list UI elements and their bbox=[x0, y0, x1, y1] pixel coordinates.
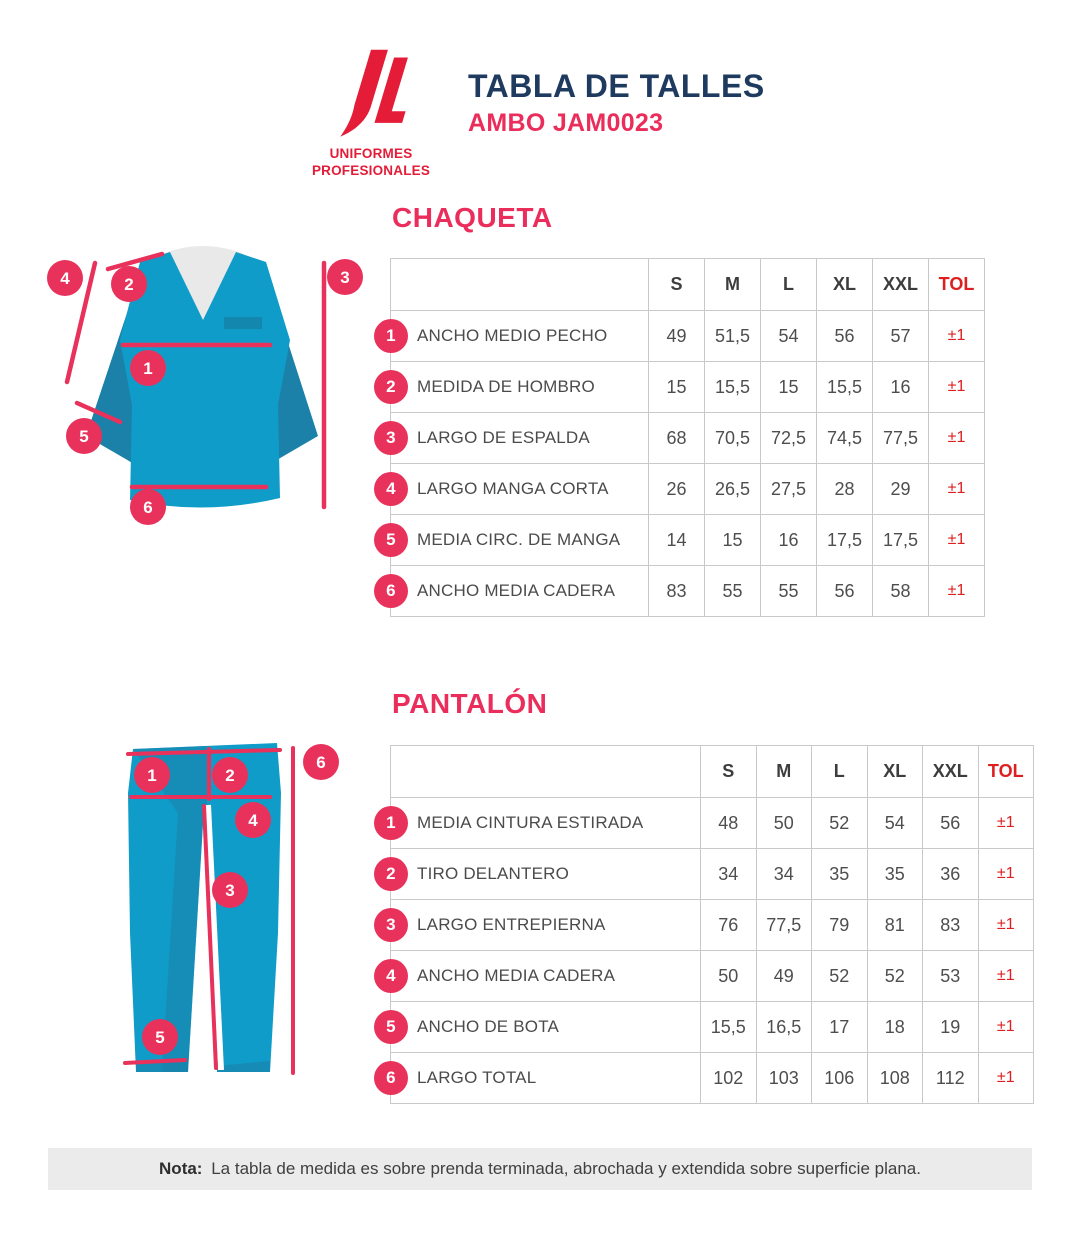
size-value: 50 bbox=[756, 798, 812, 849]
tolerance-value: ±1 bbox=[978, 900, 1034, 951]
measure-label: LARGO ENTREPIERNA bbox=[417, 915, 606, 934]
size-value: 103 bbox=[756, 1053, 812, 1104]
tolerance-value: ±1 bbox=[978, 1053, 1034, 1104]
empty-corner-cell bbox=[391, 746, 701, 798]
size-value: 83 bbox=[649, 566, 705, 617]
measure-number-badge: 5 bbox=[374, 523, 408, 557]
empty-corner-cell bbox=[391, 259, 649, 311]
size-value: 16 bbox=[761, 515, 817, 566]
size-value: 16,5 bbox=[756, 1002, 812, 1053]
size-value: 70,5 bbox=[705, 413, 761, 464]
tolerance-value: ±1 bbox=[978, 798, 1034, 849]
size-value: 17,5 bbox=[873, 515, 929, 566]
size-value: 56 bbox=[923, 798, 979, 849]
table-header-row bbox=[391, 259, 985, 311]
title-block bbox=[468, 68, 765, 138]
measure-number-badge: 2 bbox=[374, 370, 408, 404]
size-value: 56 bbox=[817, 311, 873, 362]
size-value: 14 bbox=[649, 515, 705, 566]
table-row bbox=[391, 1053, 1034, 1104]
size-value: 58 bbox=[873, 566, 929, 617]
table-row bbox=[391, 362, 985, 413]
jacket-badge-3: 3 bbox=[340, 268, 350, 287]
table-row bbox=[391, 1002, 1034, 1053]
size-value: 68 bbox=[649, 413, 705, 464]
size-value: 81 bbox=[867, 900, 923, 951]
measure-number-badge: 2 bbox=[374, 857, 408, 891]
pants-badge-2: 2 bbox=[225, 766, 235, 785]
measure-number-badge: 1 bbox=[374, 319, 408, 353]
pants-illustration bbox=[100, 733, 340, 1085]
size-value: 15,5 bbox=[705, 362, 761, 413]
measure-number-badge: 4 bbox=[374, 472, 408, 506]
size-col-header: L bbox=[761, 259, 817, 311]
size-value: 76 bbox=[701, 900, 757, 951]
jacket-illustration bbox=[38, 240, 368, 532]
size-value: 17,5 bbox=[817, 515, 873, 566]
jacket-badge-2: 2 bbox=[124, 275, 134, 294]
size-value: 26,5 bbox=[705, 464, 761, 515]
measure-label: ANCHO MEDIA CADERA bbox=[417, 966, 616, 985]
tolerance-value: ±1 bbox=[929, 464, 985, 515]
table-row bbox=[391, 311, 985, 362]
measure-number-badge: 1 bbox=[374, 806, 408, 840]
table-row bbox=[391, 413, 985, 464]
measure-label: TIRO DELANTERO bbox=[417, 864, 570, 883]
tolerance-col-header: TOL bbox=[929, 259, 985, 311]
size-value: 15,5 bbox=[817, 362, 873, 413]
pants-badge-4: 4 bbox=[248, 811, 258, 830]
note-bar bbox=[48, 1148, 1032, 1190]
size-value: 19 bbox=[923, 1002, 979, 1053]
size-col-header: M bbox=[756, 746, 812, 798]
size-value: 72,5 bbox=[761, 413, 817, 464]
size-value: 15 bbox=[761, 362, 817, 413]
table-row bbox=[391, 464, 985, 515]
measure-label: LARGO TOTAL bbox=[417, 1068, 537, 1087]
tolerance-value: ±1 bbox=[929, 362, 985, 413]
pants-badge-3: 3 bbox=[225, 881, 235, 900]
size-col-header: M bbox=[705, 259, 761, 311]
size-value: 34 bbox=[701, 849, 757, 900]
size-col-header: XL bbox=[817, 259, 873, 311]
table-row bbox=[391, 515, 985, 566]
tolerance-value: ±1 bbox=[978, 849, 1034, 900]
measure-label: MEDIA CIRC. DE MANGA bbox=[417, 530, 621, 549]
size-col-header: S bbox=[649, 259, 705, 311]
pants-badge-1: 1 bbox=[147, 766, 157, 785]
table-row bbox=[391, 798, 1034, 849]
measure-number-badge: 5 bbox=[374, 1010, 408, 1044]
size-value: 52 bbox=[867, 951, 923, 1002]
measure-number-badge: 4 bbox=[374, 959, 408, 993]
size-value: 74,5 bbox=[817, 413, 873, 464]
size-value: 108 bbox=[867, 1053, 923, 1104]
size-value: 15 bbox=[649, 362, 705, 413]
size-value: 15,5 bbox=[701, 1002, 757, 1053]
pantalon-table bbox=[386, 745, 1034, 1104]
tolerance-value: ±1 bbox=[929, 566, 985, 617]
measure-label: MEDIA CINTURA ESTIRADA bbox=[417, 813, 644, 832]
product-code: AMBO JAM0023 bbox=[468, 109, 664, 137]
measure-number-badge: 3 bbox=[374, 421, 408, 455]
size-value: 36 bbox=[923, 849, 979, 900]
logo-text-line2: PROFESIONALES bbox=[311, 162, 431, 178]
size-value: 52 bbox=[812, 951, 868, 1002]
size-col-header: XXL bbox=[923, 746, 979, 798]
measure-number-badge: 3 bbox=[374, 908, 408, 942]
size-value: 27,5 bbox=[761, 464, 817, 515]
size-value: 83 bbox=[923, 900, 979, 951]
size-value: 17 bbox=[812, 1002, 868, 1053]
size-value: 35 bbox=[812, 849, 868, 900]
table-row bbox=[391, 849, 1034, 900]
table-row bbox=[391, 566, 985, 617]
jacket-badge-4: 4 bbox=[60, 269, 70, 288]
tolerance-value: ±1 bbox=[929, 413, 985, 464]
size-value: 18 bbox=[867, 1002, 923, 1053]
size-col-header: XL bbox=[867, 746, 923, 798]
size-value: 35 bbox=[867, 849, 923, 900]
table-header-row bbox=[391, 746, 1034, 798]
measure-label: LARGO MANGA CORTA bbox=[417, 479, 609, 498]
size-value: 53 bbox=[923, 951, 979, 1002]
tolerance-col-header: TOL bbox=[978, 746, 1034, 798]
brand-logo bbox=[303, 46, 439, 180]
measure-label: ANCHO DE BOTA bbox=[417, 1017, 560, 1036]
jacket-badge-1: 1 bbox=[143, 359, 153, 378]
size-value: 102 bbox=[701, 1053, 757, 1104]
size-value: 48 bbox=[701, 798, 757, 849]
size-value: 26 bbox=[649, 464, 705, 515]
jl-logo-icon bbox=[331, 46, 411, 142]
size-value: 51,5 bbox=[705, 311, 761, 362]
note-text: Nota: La tabla de medida es sobre prenda terminada, abrochada y extendida sobre superficie plana. bbox=[159, 1159, 921, 1178]
size-value: 56 bbox=[817, 566, 873, 617]
size-value: 54 bbox=[761, 311, 817, 362]
tolerance-value: ±1 bbox=[978, 1002, 1034, 1053]
measure-number-badge: 6 bbox=[374, 574, 408, 608]
size-value: 49 bbox=[649, 311, 705, 362]
size-value: 34 bbox=[756, 849, 812, 900]
logo-text-line1: UNIFORMES bbox=[329, 146, 413, 161]
chaqueta-heading: CHAQUETA bbox=[392, 202, 553, 233]
tolerance-value: ±1 bbox=[929, 515, 985, 566]
jacket-badge-5: 5 bbox=[79, 427, 89, 446]
size-col-header: XXL bbox=[873, 259, 929, 311]
jacket-pocket bbox=[224, 317, 262, 329]
size-value: 29 bbox=[873, 464, 929, 515]
size-value: 52 bbox=[812, 798, 868, 849]
table-row bbox=[391, 951, 1034, 1002]
jacket-badge-6: 6 bbox=[143, 498, 153, 517]
page-title: TABLA DE TALLES bbox=[468, 68, 765, 104]
measure-label: LARGO DE ESPALDA bbox=[417, 428, 590, 447]
measure-label: MEDIDA DE HOMBRO bbox=[417, 377, 595, 396]
size-value: 16 bbox=[873, 362, 929, 413]
size-value: 57 bbox=[873, 311, 929, 362]
table-row bbox=[391, 900, 1034, 951]
size-value: 15 bbox=[705, 515, 761, 566]
chaqueta-table bbox=[386, 258, 985, 617]
size-value: 55 bbox=[705, 566, 761, 617]
size-value: 49 bbox=[756, 951, 812, 1002]
size-value: 77,5 bbox=[756, 900, 812, 951]
tolerance-value: ±1 bbox=[929, 311, 985, 362]
size-value: 28 bbox=[817, 464, 873, 515]
size-value: 79 bbox=[812, 900, 868, 951]
pants-badge-6: 6 bbox=[316, 753, 326, 772]
pants-badge-5: 5 bbox=[155, 1028, 165, 1047]
size-value: 77,5 bbox=[873, 413, 929, 464]
size-value: 106 bbox=[812, 1053, 868, 1104]
size-col-header: L bbox=[812, 746, 868, 798]
size-value: 55 bbox=[761, 566, 817, 617]
measure-label: ANCHO MEDIA CADERA bbox=[417, 581, 616, 600]
size-col-header: S bbox=[701, 746, 757, 798]
measure-number-badge: 6 bbox=[374, 1061, 408, 1095]
size-value: 50 bbox=[701, 951, 757, 1002]
size-value: 54 bbox=[867, 798, 923, 849]
tolerance-value: ±1 bbox=[978, 951, 1034, 1002]
measure-label: ANCHO MEDIO PECHO bbox=[417, 326, 608, 345]
size-value: 112 bbox=[923, 1053, 979, 1104]
pantalon-heading: PANTALÓN bbox=[392, 688, 548, 719]
